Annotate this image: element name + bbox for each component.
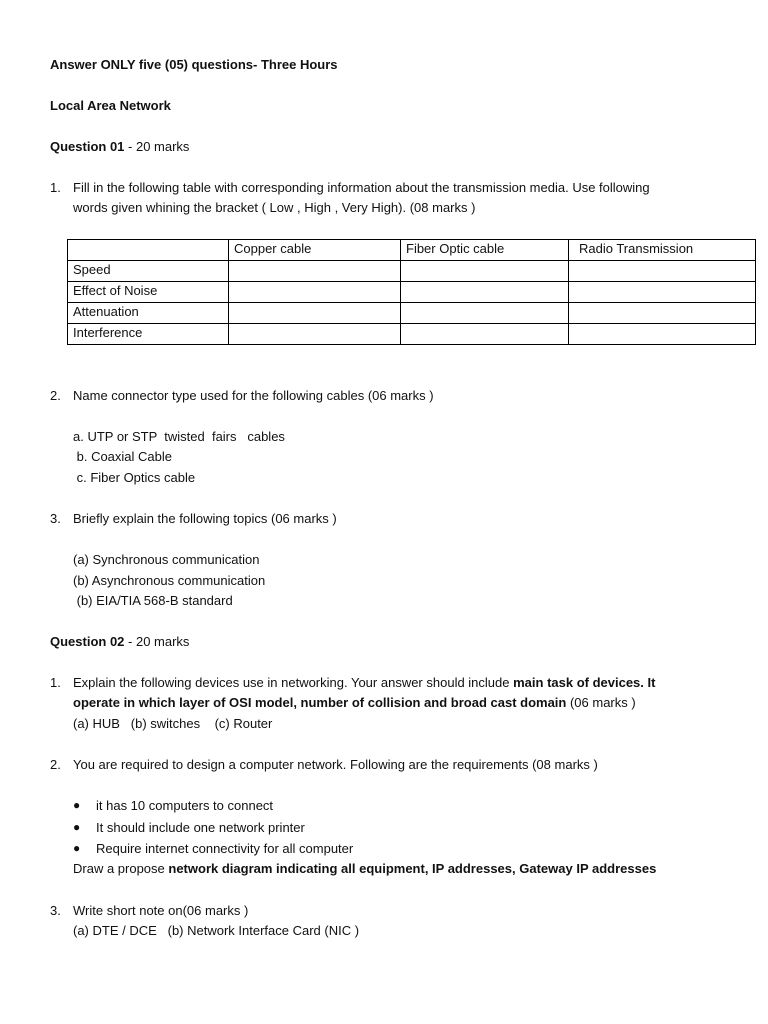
question-01-title: Question 01 xyxy=(50,139,125,154)
q2-item1-line1-bold: main task of devices. It xyxy=(513,675,656,690)
table-cell xyxy=(569,261,756,282)
q2-item3-line2: (a) DTE / DCE (b) Network Interface Card (NIC ) xyxy=(73,923,360,938)
table-cell xyxy=(569,282,756,303)
q1-item3-sub-a: (a) Synchronous communication xyxy=(73,552,260,567)
q2-item1-line1 xyxy=(73,674,655,691)
q1-item1-line2: words given whining the bracket ( Low , High , Very High). (08 marks ) xyxy=(73,200,476,215)
q2-item2-draw-plain: Draw a propose xyxy=(73,861,169,876)
q1-item1-line1: Fill in the following table with corresponding information about the transmission media. Use following xyxy=(73,180,650,195)
q2-item3-number: 3. xyxy=(50,903,61,918)
table-row xyxy=(68,261,756,282)
q1-item2-sub-c: c. Fiber Optics cable xyxy=(73,470,196,485)
q2-item1-line1-plain: Explain the following devices use in networking. Your answer should include xyxy=(73,675,514,690)
table-row xyxy=(68,324,756,345)
q2-item2-number: 2. xyxy=(50,757,61,772)
bullet-icon: ● xyxy=(73,841,81,855)
q2-item1-number: 1. xyxy=(50,675,61,690)
q2-item1-line2-plain: (06 marks ) xyxy=(566,695,636,710)
table-cell xyxy=(229,261,401,282)
q1-item1-number: 1. xyxy=(50,180,61,195)
q2-item2-draw-line xyxy=(73,860,656,877)
table-cell xyxy=(569,303,756,324)
table-row-label: Speed xyxy=(68,261,229,282)
table-cell xyxy=(229,282,401,303)
table-cell xyxy=(401,261,569,282)
q2-item1-line2 xyxy=(73,694,636,711)
exam-instruction: Answer ONLY five (05) questions- Three Hours xyxy=(50,57,338,72)
table-cell xyxy=(401,324,569,345)
table-row xyxy=(68,282,756,303)
question-02-title: Question 02 xyxy=(50,634,125,649)
q1-item3-number: 3. xyxy=(50,511,61,526)
table-cell xyxy=(401,282,569,303)
table-header-row xyxy=(68,240,756,261)
question-01-marks: - 20 marks xyxy=(124,139,190,154)
bullet-icon: ● xyxy=(73,820,81,834)
subject-title: Local Area Network xyxy=(50,98,171,113)
q2-item2-bullet-1: it has 10 computers to connect xyxy=(96,798,274,813)
q2-item2-draw-bold: network diagram indicating all equipment, IP addresses, Gateway IP addresses xyxy=(168,861,657,876)
q1-item2-line1: Name connector type used for the following cables (06 marks ) xyxy=(73,388,434,403)
table-cell xyxy=(229,324,401,345)
question-02-marks: - 20 marks xyxy=(124,634,190,649)
q1-item3-sub-b: (b) Asynchronous communication xyxy=(73,573,266,588)
q1-item3-sub-c: (b) EIA/TIA 568-B standard xyxy=(73,593,233,608)
table-header-cell: Radio Transmission xyxy=(569,240,756,261)
q1-item2-sub-a: a. UTP or STP twisted fairs cables xyxy=(73,429,285,444)
table-header-cell: Copper cable xyxy=(229,240,401,261)
q1-item3-line1: Briefly explain the following topics (06 marks ) xyxy=(73,511,337,526)
table-row-label: Attenuation xyxy=(68,303,229,324)
question-02-heading xyxy=(50,633,189,650)
q2-item1-line3: (a) HUB (b) switches (c) Router xyxy=(73,716,273,731)
table-row-label: Interference xyxy=(68,324,229,345)
table-row xyxy=(68,303,756,324)
question-01-heading xyxy=(50,138,189,155)
q2-item1-line2-bold: operate in which layer of OSI model, number of collision and broad cast domain xyxy=(73,695,567,710)
q2-item2-line1: You are required to design a computer network. Following are the requirements (08 marks ) xyxy=(73,757,598,772)
q1-item2-sub-b: b. Coaxial Cable xyxy=(73,449,172,464)
q2-item2-bullet-3: Require internet connectivity for all computer xyxy=(96,841,354,856)
q1-item2-number: 2. xyxy=(50,388,61,403)
table-header-cell xyxy=(68,240,229,261)
transmission-media-table xyxy=(67,239,756,345)
table-cell xyxy=(229,303,401,324)
table-row-label: Effect of Noise xyxy=(68,282,229,303)
table-header-cell: Fiber Optic cable xyxy=(401,240,569,261)
table-cell xyxy=(401,303,569,324)
table-cell xyxy=(569,324,756,345)
q2-item2-bullet-2: It should include one network printer xyxy=(96,820,305,835)
q2-item3-line1: Write short note on(06 marks ) xyxy=(73,903,249,918)
bullet-icon: ● xyxy=(73,798,81,812)
